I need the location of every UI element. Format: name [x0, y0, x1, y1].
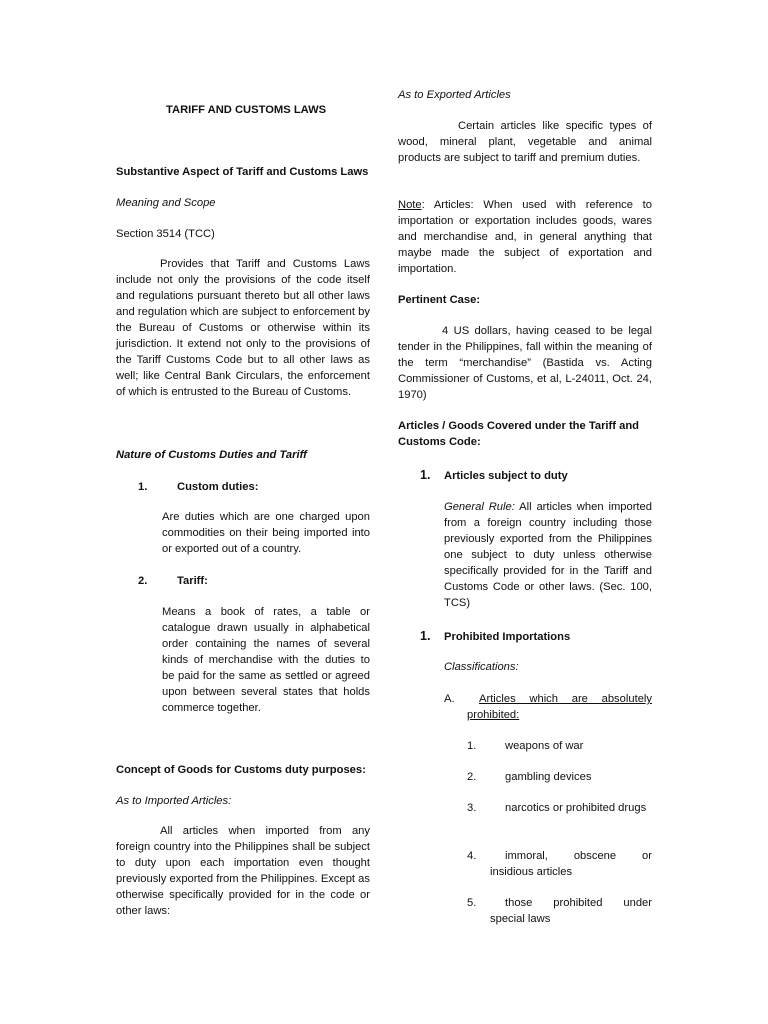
- general-rule-label: General Rule:: [444, 501, 515, 513]
- pertinent-heading: Pertinent Case:: [398, 294, 481, 306]
- item1-title: Custom duties:: [177, 481, 259, 493]
- list-item-number: 5.: [467, 897, 477, 909]
- list-item-text: those prohibited under special laws: [490, 897, 652, 925]
- class-a-letter: A.: [444, 693, 455, 705]
- exported-heading: As to Exported Articles: [398, 89, 511, 101]
- exported-paragraph: Certain articles like specific types of wood, mineral plant, vegetable and animal products are subject to tariff and premium duties.: [398, 120, 652, 164]
- item2-number: 2.: [138, 575, 148, 587]
- subject-number: 1.: [420, 468, 431, 482]
- prohibited-number: 1.: [420, 629, 431, 643]
- imported-heading: As to Imported Articles:: [116, 795, 232, 807]
- class-a-text: Articles which are absolutely prohibited:: [467, 693, 652, 721]
- list-item-number: 3.: [467, 802, 477, 814]
- section-label: Section 3514 (TCC): [116, 228, 215, 240]
- concept-heading: Concept of Goods for Customs duty purposes:: [116, 764, 366, 776]
- item1-number: 1.: [138, 481, 148, 493]
- nature-heading: Nature of Customs Duties and Tariff: [116, 449, 307, 461]
- case-paragraph: 4 US dollars, having ceased to be legal tender in the Philippines, fall within the meaning of the term “merchandise” (Bastida vs. Acting Commissioner of Customs, et al, L-24011, Oct. 24, 1970): [398, 325, 652, 401]
- note-text: : Articles: When used with reference to importation or exportation includes goods, wares and merchandise and, in general anything that maybe made the subject of exportation and importation.: [398, 199, 652, 275]
- classifications-label: Classifications:: [444, 661, 519, 673]
- item1-text: Are duties which are one charged upon commodities on their being imported into or exported out of a country.: [162, 511, 370, 555]
- list-item-text: gambling devices: [505, 771, 592, 783]
- list-item-number: 1.: [467, 740, 477, 752]
- goods-heading: Articles / Goods Covered under the Tariff and Customs Code:: [398, 420, 639, 448]
- item2-title: Tariff:: [177, 575, 208, 587]
- document-title: TARIFF AND CUSTOMS LAWS: [166, 104, 327, 116]
- item2-text: Means a book of rates, a table or catalogue drawn usually in alphabetical order containing the names of several kinds of merchandise with the duties to be paid for the same as settled or agreed upon between several states that holds commerce together.: [162, 606, 370, 714]
- note-label: Note: [398, 199, 422, 211]
- prohibited-title: Prohibited Importations: [444, 631, 571, 643]
- list-item-text: weapons of war: [505, 740, 584, 752]
- imported-paragraph: All articles when imported from any foreign country into the Philippines shall be subject to duty upon each importation even thought previously exported from the Philippines. Except as otherwise specifically provided for in the code or other laws:: [116, 825, 370, 917]
- meaning-heading: Meaning and Scope: [116, 197, 216, 209]
- provides-paragraph: Provides that Tariff and Customs Laws include not only the provisions of the code itself and regulations pursuant thereto but all other laws and regulation which are subject to enforcement by the Bureau of Customs or otherwise within its jurisdiction. It extend not only to the provisions of the Tariff Customs Code but to all other laws as well; like Central Bank Circulars, the enforcement of which is entrusted to the Bureau of Customs.: [116, 258, 370, 398]
- general-rule-text: All articles when imported from a foreign country including those previously exported from the Philippines one subject to duty unless otherwise specifically provided for in the Tariff and Customs Code or other laws. (Sec. 100, TCS): [444, 501, 652, 609]
- list-item-number: 4.: [467, 850, 477, 862]
- list-item-text: narcotics or prohibited drugs: [505, 802, 647, 814]
- list-item-number: 2.: [467, 771, 477, 783]
- substantive-heading: Substantive Aspect of Tariff and Customs Laws: [116, 166, 369, 178]
- general-rule-paragraph: [444, 499, 652, 611]
- subject-title: Articles subject to duty: [444, 470, 568, 482]
- list-item-text: immoral, obscene or insidious articles: [490, 850, 652, 878]
- note-paragraph: [398, 197, 652, 277]
